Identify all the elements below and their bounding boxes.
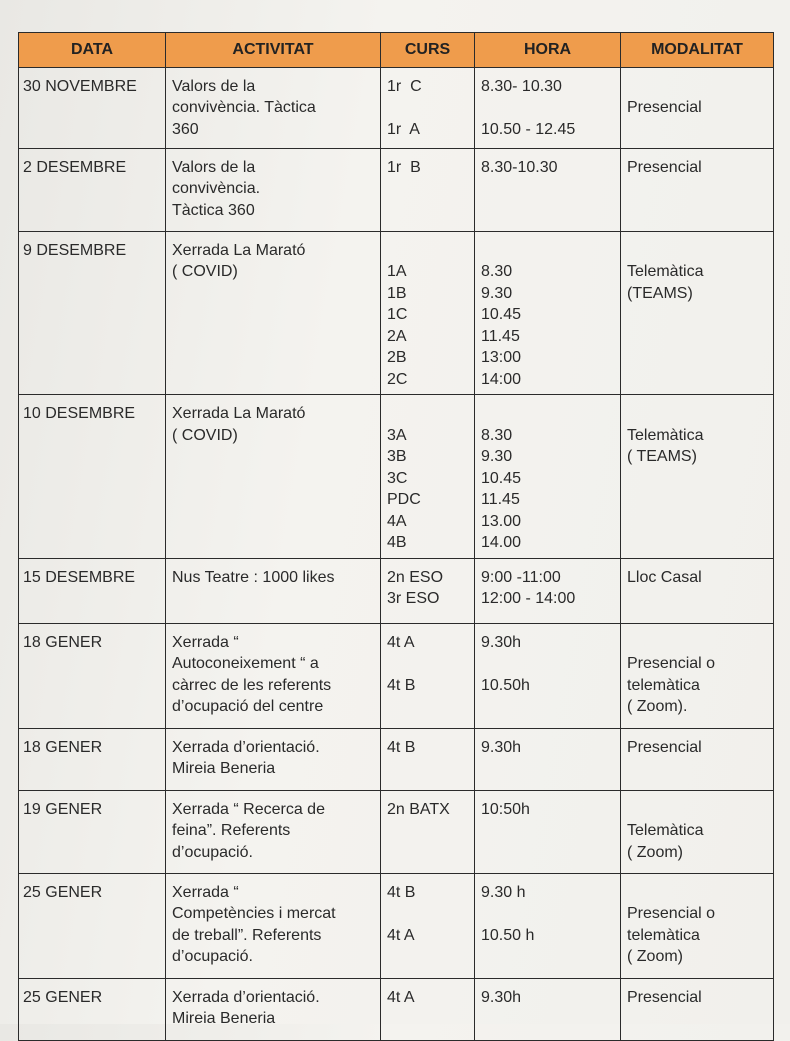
cell-data bbox=[19, 148, 166, 231]
header-hora: HORA bbox=[475, 33, 621, 68]
cell-hora bbox=[475, 231, 621, 395]
activitat-line: convivència. bbox=[172, 180, 261, 197]
cell-hora bbox=[475, 558, 621, 623]
curs-line: PDC bbox=[387, 491, 421, 508]
activitat-line: Nus Teatre : 1000 likes bbox=[172, 568, 335, 586]
data-line: 30 NOVEMBRE bbox=[23, 77, 137, 95]
curs-line: 3r ESO bbox=[387, 590, 440, 607]
modalitat-line: Presencial bbox=[627, 158, 702, 176]
hora-line: 9.30 h bbox=[481, 883, 526, 901]
activitat-line: Autoconeixement “ a bbox=[172, 655, 319, 672]
cell-curs bbox=[381, 558, 475, 623]
table-row bbox=[19, 978, 774, 1040]
cell-curs bbox=[381, 148, 475, 231]
hora-line bbox=[481, 97, 614, 119]
modalitat-line: telemàtica bbox=[627, 676, 700, 694]
table-row bbox=[19, 67, 774, 148]
cell-data bbox=[19, 790, 166, 873]
activitat-line: càrrec de les referents bbox=[172, 676, 332, 694]
cell-hora bbox=[475, 873, 621, 978]
activitat-line: d’ocupació. bbox=[172, 948, 253, 965]
hora-line: 9:00 -11:00 bbox=[481, 568, 561, 586]
cell-data bbox=[19, 558, 166, 623]
data-line: 2 DESEMBRE bbox=[23, 158, 127, 176]
activitat-line: Xerrada La Marató bbox=[172, 241, 306, 259]
cell-hora bbox=[475, 395, 621, 559]
cell-curs bbox=[381, 728, 475, 790]
data-line: 18 GENER bbox=[23, 738, 103, 756]
cell-curs bbox=[381, 231, 475, 395]
cell-modalitat bbox=[621, 978, 774, 1040]
activitat-line: Xerrada La Marató bbox=[172, 405, 306, 422]
curs-line: 2n BATX bbox=[387, 800, 450, 818]
curs-line: 1A bbox=[387, 263, 407, 280]
table-row bbox=[19, 623, 774, 728]
curs-line: 1r A bbox=[387, 120, 420, 138]
hora-line: 8.30- 10.30 bbox=[481, 77, 562, 95]
data-line: 25 GENER bbox=[23, 988, 103, 1006]
curs-line: 2A bbox=[387, 327, 407, 345]
hora-line: 12:00 - 14:00 bbox=[481, 590, 576, 607]
curs-line: 4t A bbox=[387, 926, 415, 944]
curs-line bbox=[387, 240, 468, 262]
curs-line bbox=[387, 653, 468, 675]
cell-hora bbox=[475, 790, 621, 873]
curs-line: 1r B bbox=[387, 158, 421, 176]
modalitat-line: Presencial bbox=[627, 99, 702, 116]
cell-curs bbox=[381, 623, 475, 728]
table-row bbox=[19, 148, 774, 231]
table-row bbox=[19, 873, 774, 978]
modalitat-line: telemàtica bbox=[627, 926, 700, 944]
modalitat-line bbox=[627, 240, 767, 262]
curs-line: 2C bbox=[387, 370, 408, 388]
modalitat-line: ( Zoom). bbox=[627, 698, 688, 715]
hora-line: 8.30 bbox=[481, 263, 513, 280]
curs-line: 3A bbox=[387, 426, 407, 444]
modalitat-line: Telemàtica bbox=[627, 263, 704, 280]
header-row bbox=[19, 33, 774, 68]
table-row bbox=[19, 231, 774, 395]
cell-modalitat bbox=[621, 67, 774, 148]
hora-line: 14:00 bbox=[481, 370, 522, 388]
activitat-line: Valors de la bbox=[172, 77, 256, 95]
curs-line bbox=[387, 903, 468, 925]
modalitat-line: (TEAMS) bbox=[627, 284, 693, 302]
curs-line: 3C bbox=[387, 469, 408, 487]
cell-modalitat bbox=[621, 623, 774, 728]
cell-data bbox=[19, 623, 166, 728]
cell-hora bbox=[475, 67, 621, 148]
cell-activitat bbox=[166, 67, 381, 148]
cell-data bbox=[19, 395, 166, 559]
table-row bbox=[19, 395, 774, 559]
cell-hora bbox=[475, 728, 621, 790]
activitat-line: ( COVID) bbox=[172, 263, 238, 280]
cell-data bbox=[19, 873, 166, 978]
table-row bbox=[19, 790, 774, 873]
cell-modalitat bbox=[621, 728, 774, 790]
activitat-line: Xerrada d’orientació. bbox=[172, 738, 320, 756]
modalitat-line: Telemàtica bbox=[627, 426, 704, 444]
activitat-line: Xerrada “ bbox=[172, 633, 239, 651]
cell-activitat bbox=[166, 790, 381, 873]
cell-curs bbox=[381, 395, 475, 559]
hora-line: 10:50h bbox=[481, 800, 530, 818]
cell-hora bbox=[475, 978, 621, 1040]
cell-activitat bbox=[166, 558, 381, 623]
curs-line: 4t A bbox=[387, 633, 415, 651]
modalitat-line bbox=[627, 632, 767, 654]
cell-data bbox=[19, 67, 166, 148]
data-line: 25 GENER bbox=[23, 883, 103, 901]
cell-modalitat bbox=[621, 231, 774, 395]
data-line: 15 DESEMBRE bbox=[23, 568, 136, 586]
cell-modalitat bbox=[621, 395, 774, 559]
hora-line: 9.30 bbox=[481, 284, 513, 302]
hora-line: 9.30 bbox=[481, 448, 513, 465]
hora-line: 13.00 bbox=[481, 512, 522, 530]
hora-line: 9.30h bbox=[481, 738, 522, 756]
cell-curs bbox=[381, 67, 475, 148]
data-line: 18 GENER bbox=[23, 633, 103, 651]
modalitat-line: Presencial o bbox=[627, 655, 716, 672]
modalitat-line bbox=[627, 882, 767, 904]
curs-line: 4A bbox=[387, 512, 407, 530]
hora-line: 10.50h bbox=[481, 676, 530, 694]
header-activitat: ACTIVITAT bbox=[166, 33, 381, 68]
hora-line: 13:00 bbox=[481, 349, 522, 366]
data-line: 9 DESEMBRE bbox=[23, 241, 127, 259]
hora-line: 8.30-10.30 bbox=[481, 158, 558, 176]
modalitat-line: Presencial bbox=[627, 738, 702, 756]
cell-activitat bbox=[166, 231, 381, 395]
cell-activitat bbox=[166, 873, 381, 978]
cell-activitat bbox=[166, 728, 381, 790]
modalitat-line bbox=[627, 403, 767, 425]
cell-activitat bbox=[166, 148, 381, 231]
curs-line: 4t B bbox=[387, 738, 416, 756]
curs-line: 4t A bbox=[387, 988, 415, 1006]
modalitat-line: ( TEAMS) bbox=[627, 448, 697, 465]
activitat-line: de treball”. Referents bbox=[172, 926, 322, 944]
modalitat-line: ( Zoom) bbox=[627, 948, 683, 965]
modalitat-line: Lloc Casal bbox=[627, 568, 702, 586]
activitat-line: Mireia Beneria bbox=[172, 1010, 276, 1027]
cell-hora bbox=[475, 148, 621, 231]
curs-line: 1C bbox=[387, 306, 408, 323]
hora-line: 8.30 bbox=[481, 426, 513, 444]
modalitat-line bbox=[627, 799, 767, 821]
curs-line: 4t B bbox=[387, 883, 416, 901]
modalitat-line: ( Zoom) bbox=[627, 843, 683, 861]
cell-modalitat bbox=[621, 790, 774, 873]
hora-line: 9.30h bbox=[481, 988, 522, 1006]
modalitat-line: Presencial bbox=[627, 988, 702, 1006]
curs-line: 2n ESO bbox=[387, 568, 444, 586]
modalitat-line: Telemàtica bbox=[627, 822, 704, 839]
activitat-line: Tàctica 360 bbox=[172, 201, 255, 219]
activitat-line: Valors de la bbox=[172, 158, 256, 176]
cell-data bbox=[19, 231, 166, 395]
cell-curs bbox=[381, 790, 475, 873]
curs-line: 2B bbox=[387, 349, 407, 366]
hora-line: 11.45 bbox=[481, 327, 520, 345]
header-data: DATA bbox=[19, 33, 166, 68]
data-line: 10 DESEMBRE bbox=[23, 405, 136, 422]
hora-line bbox=[481, 653, 614, 675]
hora-line: 10.50 h bbox=[481, 926, 535, 944]
cell-activitat bbox=[166, 978, 381, 1040]
header-modalitat: MODALITAT bbox=[621, 33, 774, 68]
curs-line: 4B bbox=[387, 534, 407, 551]
cell-data bbox=[19, 978, 166, 1040]
cell-curs bbox=[381, 873, 475, 978]
header-curs: CURS bbox=[381, 33, 475, 68]
data-line: 19 GENER bbox=[23, 800, 103, 818]
curs-line bbox=[387, 403, 468, 425]
modalitat-line bbox=[627, 76, 767, 98]
hora-line: 9.30h bbox=[481, 633, 522, 651]
cell-modalitat bbox=[621, 873, 774, 978]
activitat-line: Xerrada “ bbox=[172, 883, 239, 901]
curs-line: 3B bbox=[387, 448, 407, 465]
schedule-table bbox=[18, 32, 774, 1041]
activitat-line: 360 bbox=[172, 120, 199, 138]
hora-line: 10.45 bbox=[481, 469, 522, 487]
hora-line bbox=[481, 240, 614, 262]
curs-line bbox=[387, 97, 468, 119]
curs-line: 1B bbox=[387, 284, 407, 302]
cell-modalitat bbox=[621, 558, 774, 623]
activitat-line: d’ocupació. bbox=[172, 843, 253, 861]
activitat-line: feina”. Referents bbox=[172, 822, 291, 839]
cell-data bbox=[19, 728, 166, 790]
hora-line bbox=[481, 403, 614, 425]
hora-line: 14.00 bbox=[481, 534, 522, 551]
hora-line: 10.45 bbox=[481, 306, 522, 323]
activitat-line: ( COVID) bbox=[172, 426, 238, 444]
table-body bbox=[19, 67, 774, 1040]
activitat-line: Xerrada d’orientació. bbox=[172, 988, 320, 1006]
cell-activitat bbox=[166, 395, 381, 559]
activitat-line: Mireia Beneria bbox=[172, 760, 276, 777]
hora-line bbox=[481, 903, 614, 925]
modalitat-line: Presencial o bbox=[627, 905, 716, 922]
hora-line: 10.50 - 12.45 bbox=[481, 120, 576, 138]
table-row bbox=[19, 728, 774, 790]
table-row bbox=[19, 558, 774, 623]
activitat-line: Xerrada “ Recerca de bbox=[172, 800, 325, 818]
activitat-line: convivència. Tàctica bbox=[172, 99, 316, 116]
cell-modalitat bbox=[621, 148, 774, 231]
cell-curs bbox=[381, 978, 475, 1040]
activitat-line: Competències i mercat bbox=[172, 905, 336, 922]
hora-line: 11.45 bbox=[481, 491, 520, 508]
cell-hora bbox=[475, 623, 621, 728]
curs-line: 1r C bbox=[387, 77, 422, 95]
activitat-line: d’ocupació del centre bbox=[172, 698, 324, 715]
cell-activitat bbox=[166, 623, 381, 728]
curs-line: 4t B bbox=[387, 676, 416, 694]
